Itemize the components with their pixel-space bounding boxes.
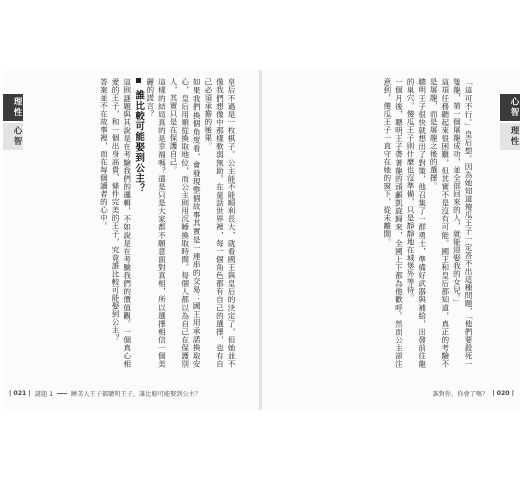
footer-rule [57,393,67,394]
left-side-tab [3,94,23,150]
left-footer [9,389,201,398]
paragraph: 這項任務聽起來很困難，但其實不是沒有可能。國王和皇后都知道，真正的考驗不是屠龍，而是屠龍之後的選擇。 [429,78,450,368]
right-page [262,70,520,410]
left-body-text [25,78,237,368]
footer-title: 睡美人王子都聰明王子，誰比較可能娶到公主？ [71,391,201,398]
tab-light-label: 理性 [500,123,520,150]
right-body-text [278,78,474,368]
paragraph: 聰明王子很快就想出了對策，他召集了一群勇士，準備好武器與補給，出發前往龍的巢穴。傻瓜王子則什麼也沒準備，只是靜靜地在城堡外等待。 [406,78,427,368]
footer-title: 誰對你，你會了嗎？ [432,391,489,398]
section-heading-text: 誰比較可能娶到公主？ [133,90,145,195]
section-heading [133,78,145,368]
heading-bullet-icon [136,78,141,83]
page-number: | 020 | [492,390,514,397]
paragraph: 這則謎題與其說是在考驗我們的邏輯，不如說是在考驗我們的價值觀。一個真心相愛的王子，和一個出身高貴、條件完美的王子，究竟誰比較可能娶到公主？ [111,78,132,368]
tab-dark-label: 心智 [500,94,520,121]
paragraph: 皇后不過是一枚棋子。公主能不能順利長大，就看國王與皇后的決定了，但她並不像我們想像中那樣軟弱無助。在童話世界裡，每一個角色都有自己的選擇，也有自己必須承擔的後果。 [203,78,236,368]
page-number: | 021 | [9,390,31,397]
footer-section: 謎題 1 [34,391,54,398]
left-page [3,70,261,410]
tab-dark-label: 理性 [3,94,23,121]
right-footer [433,389,514,398]
paragraph: 一個月後，聰明王子帶著龍的頭顱凱旋歸來，全國上下都為他歡呼。然而公主卻注意到，傻瓜王子一直守在她的窗下，從未離開。 [382,78,404,368]
paragraph: 如果我們換個角度看，會發現整個故事其實是一連串的交易：國王用承諾換取安心，皇后用順從換取地位，而公主則用沉睡換取時間。每個人都以為自己在保護別人，其實只是在保護自己。 [169,78,202,368]
tab-light-label: 心智 [3,123,23,150]
paragraph: 這樣的結局真的是幸福嗎？還是只是大家都不願意面對真相，所以選擇相信一個美麗的謊言？ [145,78,167,368]
right-side-tab [500,94,520,150]
paragraph: 答案並不在故事裡，而在每個讀者的心中。 [99,78,109,230]
paragraph: 「這可不行。」皇后想。因為她知道傻瓜王子一定答不出這種問題，「他們要殺死一隻龍，第一個屠龍成功，並全部回來的人，就能迎娶我的女兒。」 [452,78,473,368]
